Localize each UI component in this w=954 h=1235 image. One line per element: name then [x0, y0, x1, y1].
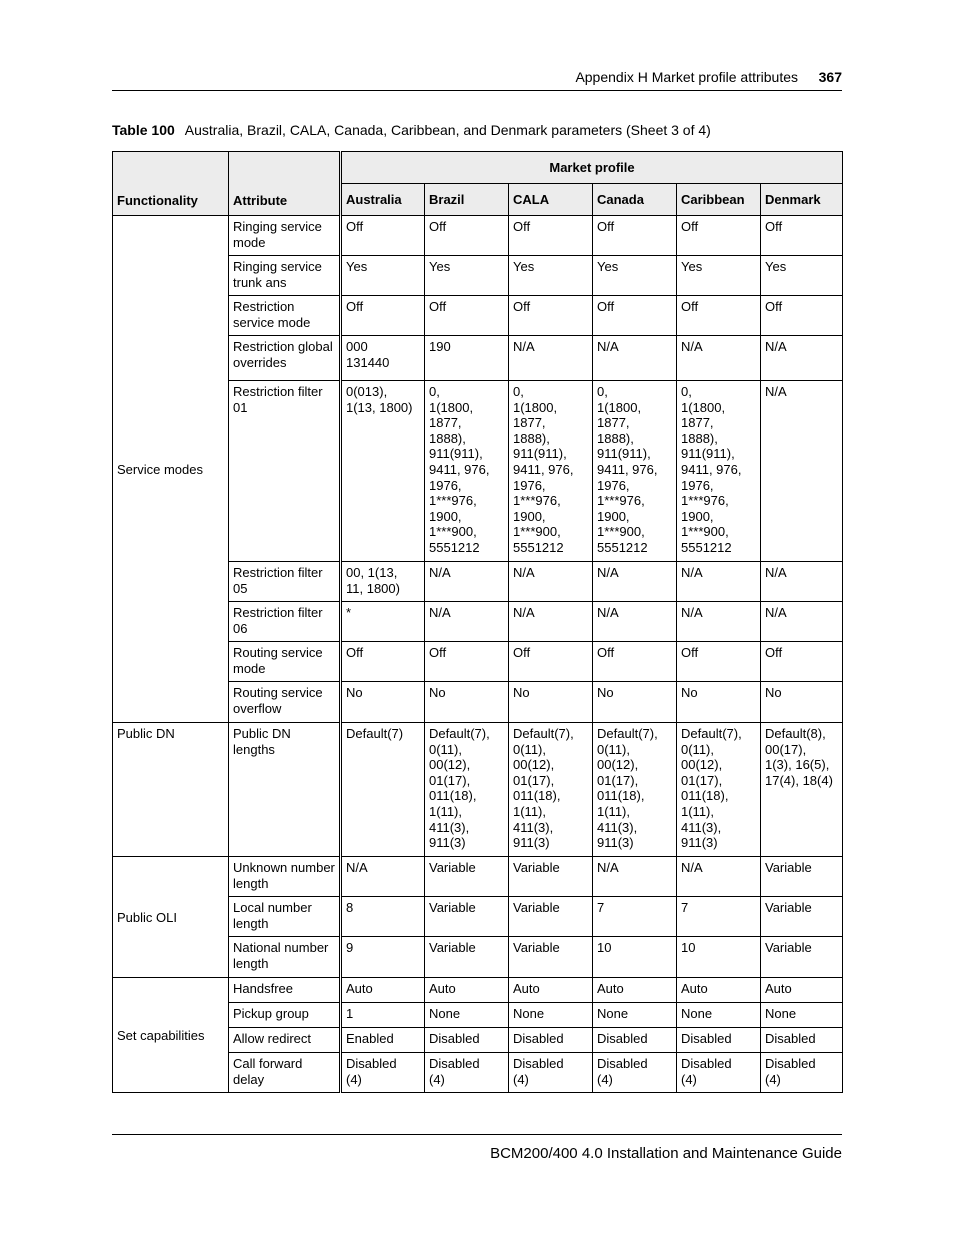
header-attribute: Attribute	[229, 152, 341, 216]
attribute-cell: Ringing service trunk ans	[229, 256, 341, 296]
footer-title: BCM200/400 4.0 Installation and Maintenance Guide	[490, 1145, 842, 1162]
value-cell-caribbean: Disabled (4)	[677, 1053, 761, 1093]
functionality-cell: Public DN	[113, 723, 229, 857]
value-cell-caribbean: 10	[677, 937, 761, 978]
value-cell-denmark: None	[761, 1003, 843, 1028]
value-cell-denmark: Off	[761, 296, 843, 336]
table-caption	[112, 122, 711, 138]
value-cell-australia: Disabled (4)	[341, 1053, 425, 1093]
page-footer	[112, 1134, 842, 1162]
header-market-cala: CALA	[509, 184, 593, 216]
header-market-caribbean: Caribbean	[677, 184, 761, 216]
attribute-cell: Call forward delay	[229, 1053, 341, 1093]
value-cell-brazil: None	[425, 1003, 509, 1028]
attribute-cell: Restriction filter 06	[229, 602, 341, 642]
value-cell-cala: Variable	[509, 897, 593, 937]
header-market-brazil: Brazil	[425, 184, 509, 216]
header-market-canada: Canada	[593, 184, 677, 216]
market-profile-table	[112, 151, 843, 1093]
attribute-cell: Local number length	[229, 897, 341, 937]
attribute-cell: Public DN lengths	[229, 723, 341, 857]
value-cell-canada: Default(7), 0(11), 00(12), 01(17), 011(18), 1(11), 411(3), 911(3)	[593, 723, 677, 857]
value-cell-denmark: Yes	[761, 256, 843, 296]
value-cell-canada: 7	[593, 897, 677, 937]
value-cell-brazil: N/A	[425, 602, 509, 642]
value-cell-brazil: Default(7), 0(11), 00(12), 01(17), 011(18), 1(11), 411(3), 911(3)	[425, 723, 509, 857]
value-cell-denmark: N/A	[761, 602, 843, 642]
value-cell-cala: Default(7), 0(11), 00(12), 01(17), 011(18), 1(11), 411(3), 911(3)	[509, 723, 593, 857]
value-cell-caribbean: None	[677, 1003, 761, 1028]
value-cell-brazil: No	[425, 682, 509, 723]
value-cell-canada: Off	[593, 642, 677, 682]
value-cell-caribbean: Auto	[677, 978, 761, 1003]
value-cell-cala: Variable	[509, 937, 593, 978]
value-cell-australia: 8	[341, 897, 425, 937]
value-cell-cala: N/A	[509, 562, 593, 602]
value-cell-brazil: Auto	[425, 978, 509, 1003]
value-cell-cala: Off	[509, 642, 593, 682]
header-functionality: Functionality	[113, 152, 229, 216]
header-market-profile: Market profile	[341, 152, 843, 184]
value-cell-denmark: Default(8), 00(17), 1(3), 16(5), 17(4), 18(4)	[761, 723, 843, 857]
table-row	[113, 978, 843, 1003]
attribute-cell: Routing service mode	[229, 642, 341, 682]
value-cell-brazil: 0, 1(1800, 1877, 1888), 911(911), 9411, 976, 1976, 1***976, 1900, 1***900, 5551212	[425, 381, 509, 562]
value-cell-caribbean: Off	[677, 296, 761, 336]
value-cell-canada: N/A	[593, 336, 677, 381]
value-cell-cala: 0, 1(1800, 1877, 1888), 911(911), 9411, 976, 1976, 1***976, 1900, 1***900, 5551212	[509, 381, 593, 562]
value-cell-australia: Default(7)	[341, 723, 425, 857]
value-cell-brazil: Off	[425, 216, 509, 256]
table-body	[113, 216, 843, 1093]
header-market-australia: Australia	[341, 184, 425, 216]
value-cell-canada: 0, 1(1800, 1877, 1888), 911(911), 9411, 976, 1976, 1***976, 1900, 1***900, 5551212	[593, 381, 677, 562]
value-cell-australia: 9	[341, 937, 425, 978]
value-cell-caribbean: Yes	[677, 256, 761, 296]
header-market-denmark: Denmark	[761, 184, 843, 216]
value-cell-denmark: Off	[761, 216, 843, 256]
table-row	[113, 857, 843, 897]
page-number: 367	[818, 69, 842, 85]
attribute-cell: Restriction global overrides	[229, 336, 341, 381]
value-cell-australia: 00, 1(13, 11, 1800)	[341, 562, 425, 602]
value-cell-canada: Disabled	[593, 1028, 677, 1053]
value-cell-australia: *	[341, 602, 425, 642]
value-cell-canada: No	[593, 682, 677, 723]
value-cell-denmark: N/A	[761, 381, 843, 562]
value-cell-denmark: Variable	[761, 897, 843, 937]
value-cell-brazil: Yes	[425, 256, 509, 296]
value-cell-caribbean: Off	[677, 216, 761, 256]
value-cell-denmark: Disabled (4)	[761, 1053, 843, 1093]
page-header	[112, 68, 842, 91]
value-cell-caribbean: N/A	[677, 602, 761, 642]
value-cell-canada: 10	[593, 937, 677, 978]
value-cell-australia: 000 131440	[341, 336, 425, 381]
value-cell-cala: Off	[509, 296, 593, 336]
value-cell-denmark: Variable	[761, 857, 843, 897]
value-cell-cala: Yes	[509, 256, 593, 296]
value-cell-denmark: N/A	[761, 336, 843, 381]
value-cell-brazil: Disabled (4)	[425, 1053, 509, 1093]
attribute-cell: Ringing service mode	[229, 216, 341, 256]
value-cell-denmark: Off	[761, 642, 843, 682]
value-cell-denmark: N/A	[761, 562, 843, 602]
value-cell-brazil: Off	[425, 642, 509, 682]
value-cell-brazil: Variable	[425, 897, 509, 937]
value-cell-cala: Variable	[509, 857, 593, 897]
value-cell-caribbean: 7	[677, 897, 761, 937]
value-cell-denmark: Disabled	[761, 1028, 843, 1053]
table-row	[113, 216, 843, 256]
value-cell-brazil: N/A	[425, 562, 509, 602]
value-cell-caribbean: 0, 1(1800, 1877, 1888), 911(911), 9411, 976, 1976, 1***976, 1900, 1***900, 5551212	[677, 381, 761, 562]
attribute-cell: Restriction service mode	[229, 296, 341, 336]
value-cell-australia: Off	[341, 642, 425, 682]
attribute-cell: Routing service overflow	[229, 682, 341, 723]
attribute-cell: Handsfree	[229, 978, 341, 1003]
value-cell-australia: Auto	[341, 978, 425, 1003]
attribute-cell: Allow redirect	[229, 1028, 341, 1053]
value-cell-caribbean: Default(7), 0(11), 00(12), 01(17), 011(18), 1(11), 411(3), 911(3)	[677, 723, 761, 857]
value-cell-brazil: Disabled	[425, 1028, 509, 1053]
value-cell-australia: Enabled	[341, 1028, 425, 1053]
attribute-cell: Restriction filter 05	[229, 562, 341, 602]
attribute-cell: National number length	[229, 937, 341, 978]
value-cell-canada: Off	[593, 216, 677, 256]
value-cell-canada: Disabled (4)	[593, 1053, 677, 1093]
value-cell-cala: Auto	[509, 978, 593, 1003]
value-cell-australia: Off	[341, 296, 425, 336]
functionality-cell: Public OLI	[113, 857, 229, 978]
value-cell-denmark: Variable	[761, 937, 843, 978]
value-cell-caribbean: Off	[677, 642, 761, 682]
value-cell-caribbean: N/A	[677, 562, 761, 602]
value-cell-canada: None	[593, 1003, 677, 1028]
value-cell-australia: 1	[341, 1003, 425, 1028]
value-cell-cala: No	[509, 682, 593, 723]
functionality-cell: Service modes	[113, 216, 229, 723]
value-cell-australia: N/A	[341, 857, 425, 897]
value-cell-canada: Auto	[593, 978, 677, 1003]
value-cell-cala: Disabled	[509, 1028, 593, 1053]
value-cell-canada: N/A	[593, 857, 677, 897]
value-cell-australia: Yes	[341, 256, 425, 296]
value-cell-caribbean: No	[677, 682, 761, 723]
value-cell-canada: Off	[593, 296, 677, 336]
attribute-cell: Restriction filter 01	[229, 381, 341, 562]
value-cell-canada: Yes	[593, 256, 677, 296]
functionality-cell: Set capabilities	[113, 978, 229, 1093]
value-cell-canada: N/A	[593, 602, 677, 642]
value-cell-brazil: Off	[425, 296, 509, 336]
value-cell-denmark: No	[761, 682, 843, 723]
table-label: Table 100	[112, 122, 175, 138]
value-cell-caribbean: N/A	[677, 336, 761, 381]
value-cell-cala: Disabled (4)	[509, 1053, 593, 1093]
value-cell-australia: Off	[341, 216, 425, 256]
value-cell-caribbean: N/A	[677, 857, 761, 897]
value-cell-brazil: Variable	[425, 857, 509, 897]
value-cell-caribbean: Disabled	[677, 1028, 761, 1053]
value-cell-cala: N/A	[509, 336, 593, 381]
attribute-cell: Unknown number length	[229, 857, 341, 897]
value-cell-cala: Off	[509, 216, 593, 256]
attribute-cell: Pickup group	[229, 1003, 341, 1028]
value-cell-brazil: 190	[425, 336, 509, 381]
value-cell-denmark: Auto	[761, 978, 843, 1003]
value-cell-australia: 0(013), 1(13, 1800)	[341, 381, 425, 562]
value-cell-cala: N/A	[509, 602, 593, 642]
value-cell-canada: N/A	[593, 562, 677, 602]
table-row	[113, 723, 843, 857]
value-cell-brazil: Variable	[425, 937, 509, 978]
value-cell-australia: No	[341, 682, 425, 723]
table-title: Australia, Brazil, CALA, Canada, Caribbean, and Denmark parameters (Sheet 3 of 4)	[184, 122, 711, 138]
value-cell-cala: None	[509, 1003, 593, 1028]
header-title: Appendix H Market profile attributes	[575, 69, 798, 85]
